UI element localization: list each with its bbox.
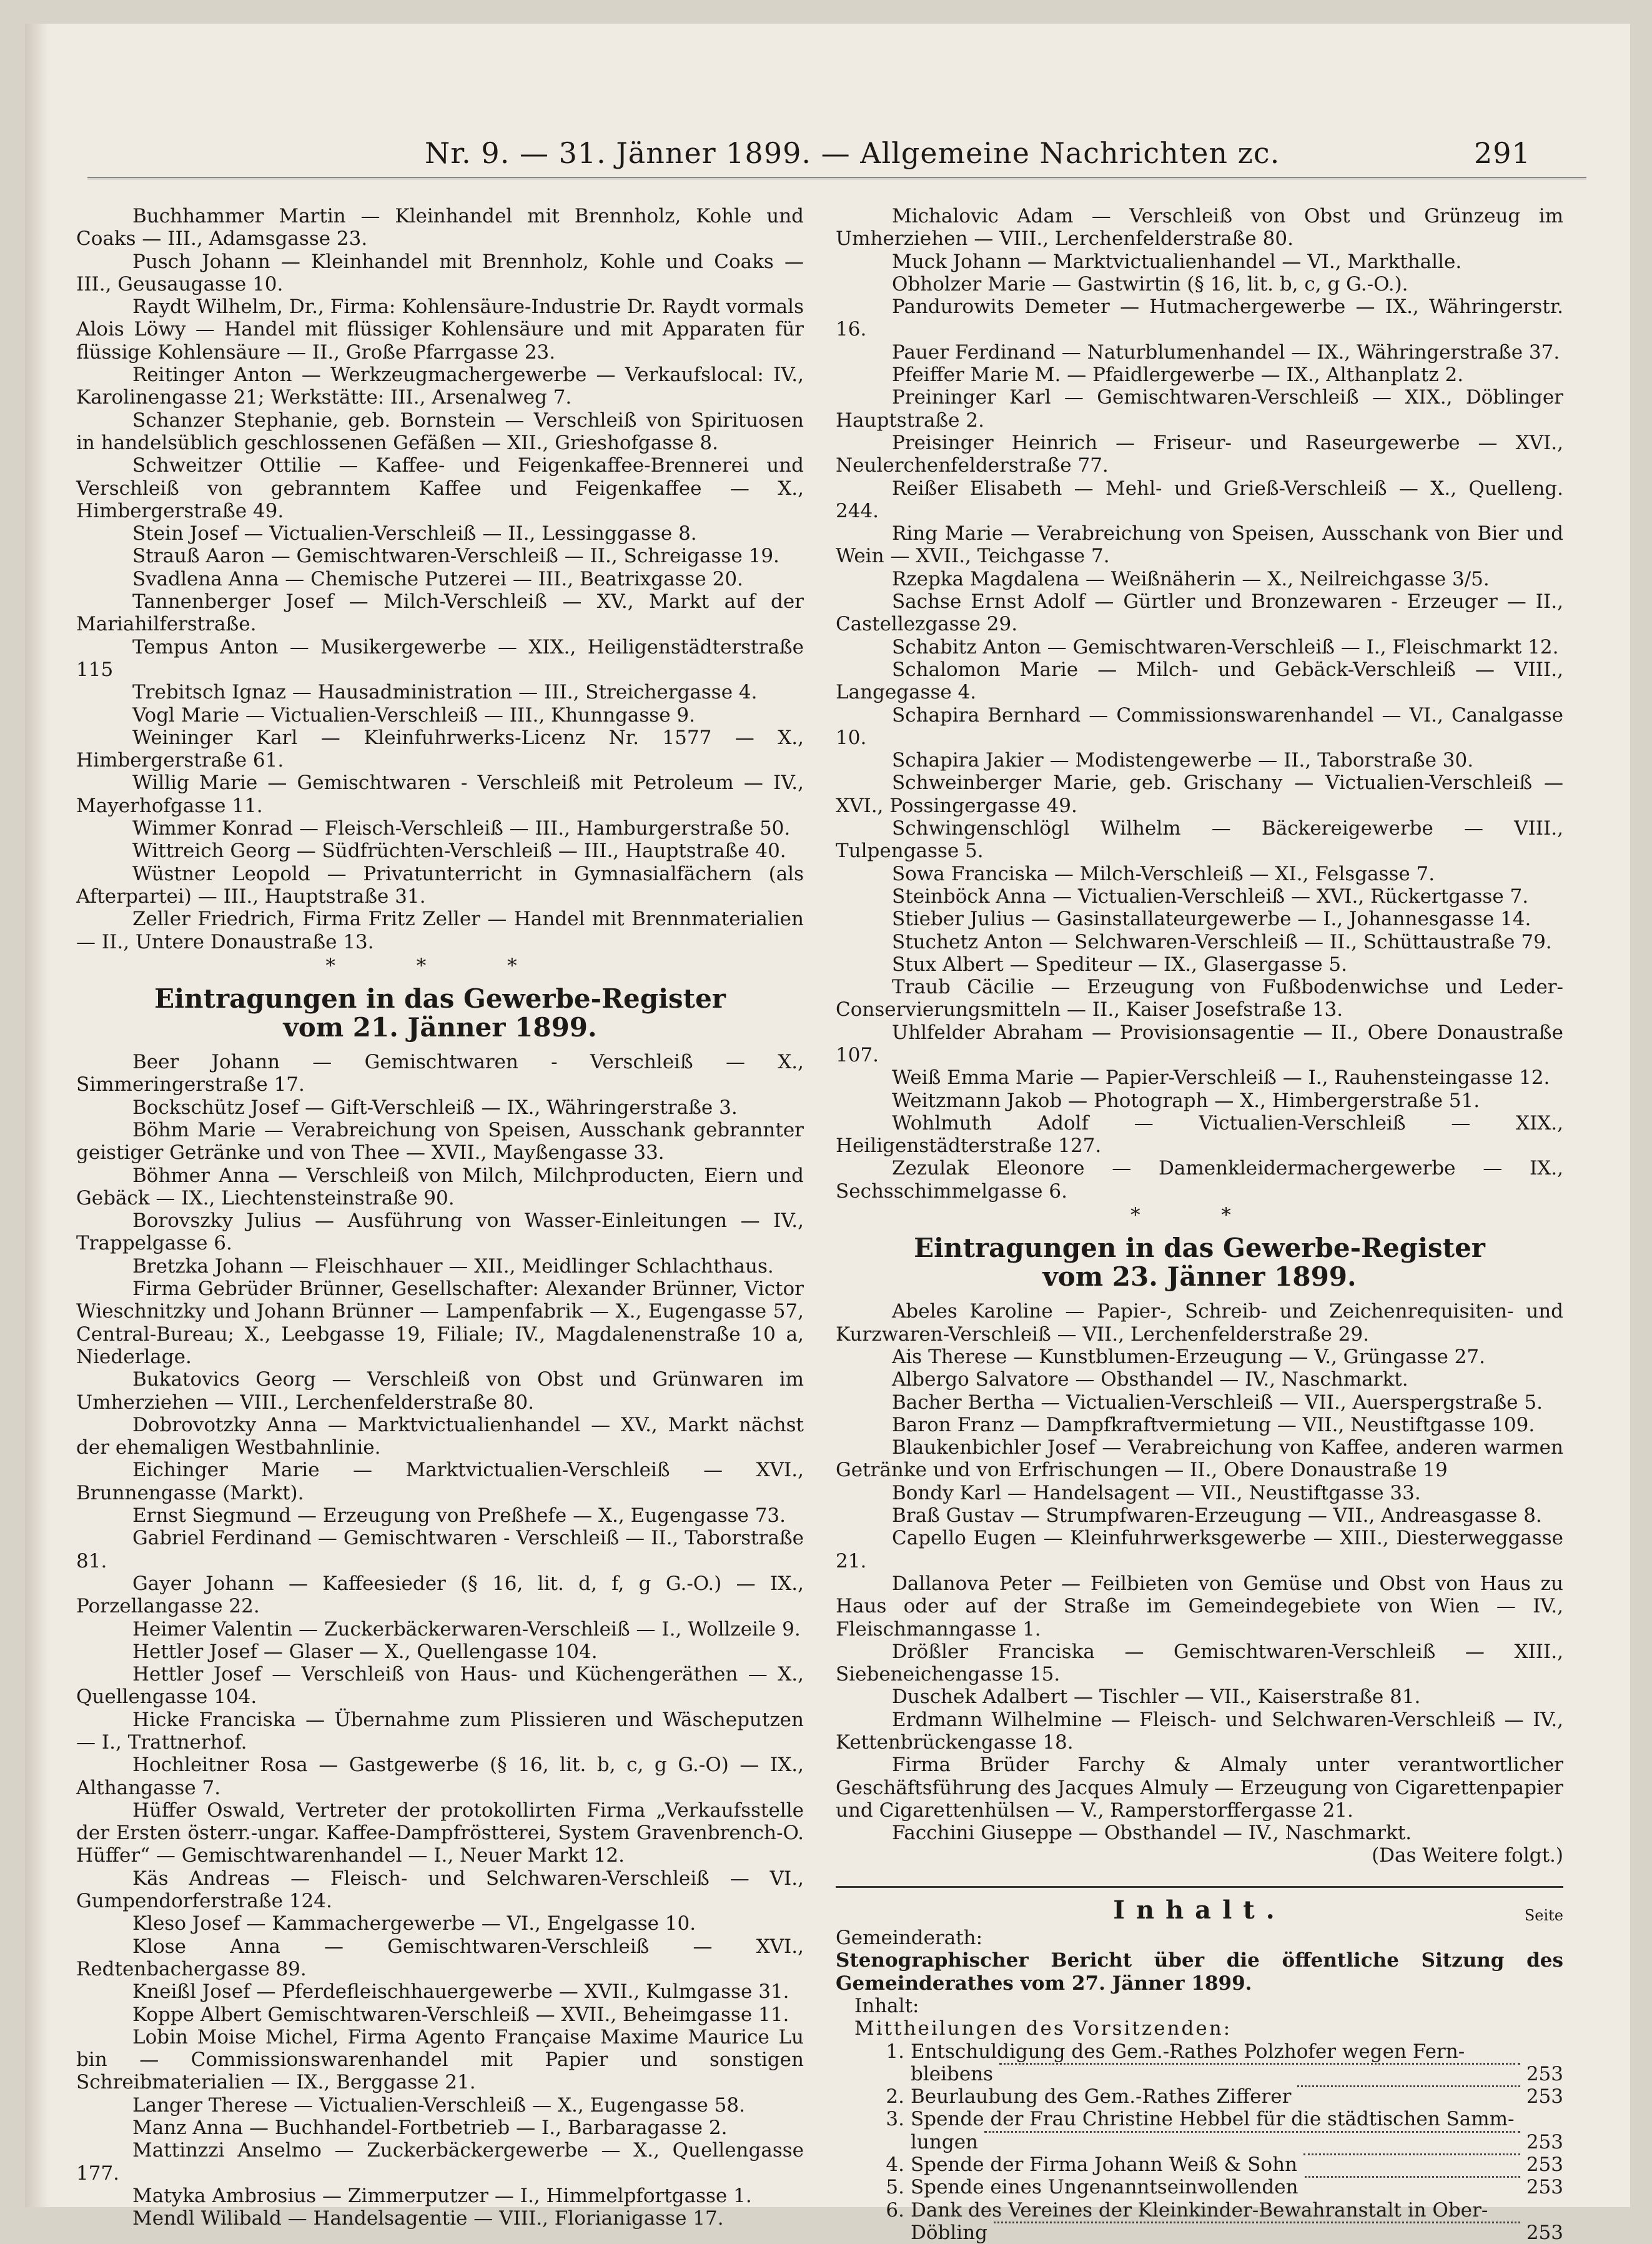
register-entry: Zeller Friedrich, Firma Fritz Zeller — Handel mit Brennmaterialien — II., Untere Donaustraße 13.	[76, 908, 804, 953]
toc-item-text: Döbling	[911, 2221, 988, 2244]
register-entry: Strauß Aaron — Gemischtwaren-Verschleiß — II., Schreigasse 19.	[132, 545, 779, 568]
toc-item	[836, 2040, 1563, 2063]
toc-item-text: Spende der Firma Johann Weiß & Sohn	[911, 2153, 1298, 2177]
register-entry: Bockschütz Josef — Gift-Verschleiß — IX., Währingerstraße 3.	[132, 1096, 738, 1119]
register-entry: Pusch Johann — Kleinhandel mit Brennholz, Kohle und Coaks — III., Geusaugasse 10.	[76, 250, 804, 295]
register-entry: Wohlmuth Adolf — Victualien-Verschleiß — XIX., Heiligenstädterstraße 127.	[836, 1111, 1563, 1158]
register-entry: Lobin Moise Michel, Firma Agento Française Maxime Maurice Lu bin — Commissionswarenhandel mit Papier und sonstigen Schreibmaterialien — IX., Berggasse 21.	[76, 2025, 804, 2094]
register-entry: Hüffer Oswald, Vertreter der protokollirten Firma „Verkaufsstelle der Ersten österr.-ungar. Kaffee-Dampfröstterei, System Gravenbrench-O. Hüffer“ — Gemischtwarenhandel — I., Neuer Markt 12.	[76, 1799, 804, 1867]
register-entry: Pfeiffer Marie M. — Pfaidlergewerbe — IX., Althanplatz 2.	[892, 364, 1464, 387]
header-rule	[87, 177, 1586, 179]
toc-seite-label: Seite	[1524, 1906, 1563, 1924]
running-header-title: Nr. 9. — 31. Jänner 1899. — Allgemeine Nachrichten zc.	[425, 136, 1280, 170]
register-entry: Schanzer Stephanie, geb. Bornstein — Verschleiß von Spirituosen in handelsüblich geschlossenen Gefäßen — XII., Grieshofgasse 8.	[76, 409, 804, 454]
toc-item-line	[836, 2222, 1563, 2244]
register-entry: Böhmer Anna — Verschleiß von Milch, Milchproducten, Eiern und Gebäck — IX., Liechtensteinstraße 90.	[76, 1164, 804, 1209]
register-entry: Reitinger Anton — Werkzeugmachergewerbe — Verkaufslocal: IV., Karolinengasse 21; Werkstätte: III., Arsenalweg 7.	[76, 364, 804, 409]
register-entry: Hettler Josef — Glaser — X., Quellengasse 104.	[132, 1640, 598, 1663]
section-title-line1: Eintragungen in das Gewerbe-Register	[914, 1233, 1485, 1264]
register-entry: Mattinzzi Anselmo — Zuckerbäckergewerbe — X., Quellengasse 177.	[76, 2139, 804, 2185]
left-entries-section	[76, 1051, 804, 2230]
section-title-line2: vom 23. Jänner 1899.	[1042, 1261, 1357, 1293]
toc-leader-dots	[1303, 2153, 1520, 2155]
register-entry: Wimmer Konrad — Fleisch-Verschleiß — III., Hamburgerstraße 50.	[132, 817, 791, 840]
register-entry: Drößler Franciska — Gemischtwaren-Verschleiß — XIII., Siebeneichengasse 15.	[836, 1640, 1563, 1686]
toc-item-page: 253	[1526, 2153, 1563, 2177]
register-entry: Zezulak Eleonore — Damenkleidermachergewerbe — IX., Sechsschimmelgasse 6.	[836, 1157, 1563, 1203]
register-entry: Schweitzer Ottilie — Kaffee- und Feigenkaffee-Brennerei und Verschleiß von gebranntem Kaffee und Feigenkaffee — X., Himbergerstraße 49.	[76, 454, 804, 522]
register-entry: Koppe Albert Gemischtwaren-Verschleiß — XVII., Beheimgasse 11.	[132, 2003, 789, 2026]
toc-item-page: 253	[1526, 2130, 1563, 2153]
register-entry: Michalovic Adam — Verschleiß von Obst und Grünzeug im Umherziehen — VIII., Lerchenfelderstraße 80.	[836, 205, 1563, 251]
register-entry: Tempus Anton — Musikergewerbe — XIX., Heiligenstädterstraße 115	[76, 635, 804, 681]
register-entry: Firma Gebrüder Brünner, Gesellschafter: Alexander Brünner, Victor Wieschnitzky und Johann Brünner — Lampenfabrik — X., Eugengasse 57, Central-Bureau; X., Leebgasse 19, Filiale; IV., Magdalenenstraße 10 a, Niederlage.	[76, 1278, 804, 1368]
register-entry: Ernst Siegmund — Erzeugung von Preßhefe — X., Eugengasse 73.	[132, 1504, 786, 1527]
register-entry: Albergo Salvatore — Obsthandel — IV., Naschmarkt.	[892, 1368, 1408, 1391]
register-entry: Beer Johann — Gemischtwaren - Verschleiß — X., Simmeringerstraße 17.	[76, 1051, 804, 1096]
toc-leader-dots	[1297, 2085, 1520, 2087]
register-entry: Tannenberger Josef — Milch-Verschleiß — XV., Markt auf der Mariahilferstraße.	[76, 590, 804, 636]
register-entry: Erdmann Wilhelmine — Fleisch- und Selchwaren-Verschleiß — IV., Kettenbrückengasse 18.	[836, 1708, 1563, 1754]
right-entries-top	[836, 205, 1563, 1203]
register-entry: Schapira Jakier — Modistengewerbe — II., Taborstraße 30.	[892, 749, 1474, 772]
toc-item-line	[836, 2085, 1563, 2108]
toc-item-page: 253	[1526, 2221, 1563, 2244]
toc-item-number: 2.	[886, 2085, 904, 2108]
register-entry: Hicke Franciska — Übernahme zum Plissieren und Wäscheputzen — I., Trattnerhof.	[76, 1708, 804, 1754]
register-entry: Willig Marie — Gemischtwaren - Verschleiß mit Petroleum — IV., Mayerhofgasse 11.	[76, 772, 804, 817]
register-entry: Klose Anna — Gemischtwaren-Verschleiß — XVI., Redtenbachergasse 89.	[76, 1935, 804, 1980]
toc-item	[836, 2108, 1563, 2130]
register-entry: Traub Cäcilie — Erzeugung von Fußbodenwichse und Leder-Conservierungsmitteln — II., Kaiser Josefstraße 13.	[836, 976, 1563, 1021]
register-entry: Schapira Bernhard — Commissionswarenhandel — VI., Canalgasse 10.	[836, 703, 1563, 749]
toc-item-text: Spende der Frau Christine Hebbel für die städtischen Samm-	[911, 2108, 1515, 2131]
register-entry: Manz Anna — Buchhandel-Fortbetrieb — I., Barbaragasse 2.	[132, 2117, 728, 2140]
toc-gemeinderath-label: Gemeinderath:	[836, 1927, 983, 1950]
toc-item-number: 4.	[886, 2153, 904, 2177]
register-entry: Wüstner Leopold — Privatunterricht in Gymnasialfächern (als Afterpartei) — III., Hauptstraße 31.	[76, 862, 804, 908]
register-entry: Langer Therese — Victualien-Verschleiß — X., Eugengasse 58.	[132, 2093, 745, 2117]
register-entry: Rzepka Magdalena — Weißnäherin — X., Neilreichgasse 3/5.	[892, 567, 1490, 590]
register-entry: Sowa Franciska — Milch-Verschleiß — XI., Felsgasse 7.	[892, 862, 1435, 885]
register-entry: Trebitsch Ignaz — Hausadministration — III., Streichergasse 4.	[132, 681, 758, 704]
toc-leader-dots	[984, 2131, 1520, 2133]
register-entry: Ring Marie — Verabreichung von Speisen, Ausschank von Bier und Wein — XVII., Teichgasse 7.	[836, 522, 1563, 568]
toc-item-number: 1.	[886, 2040, 904, 2063]
register-entry: Vogl Marie — Victualien-Verschleiß — III., Khunngasse 9.	[132, 703, 695, 727]
register-entry: Stuchetz Anton — Selchwaren-Verschleiß — II., Schüttaustraße 79.	[892, 930, 1552, 953]
register-entry: Muck Johann — Marktvictualienhandel — VI., Markthalle.	[892, 250, 1462, 273]
register-entry: Abeles Karoline — Papier-, Schreib- und Zeichenrequisiten- und Kurzwaren-Verschleiß — VII., Lerchenfelderstraße 29.	[836, 1300, 1563, 1346]
toc-report-title: Stenographischer Bericht über die öffentliche Sitzung des Gemeinderathes vom 27. Jänner 1899.	[836, 1949, 1563, 1995]
toc-rule	[836, 1886, 1563, 1888]
register-entry: Wittreich Georg — Südfrüchten-Verschleiß — III., Hauptstraße 40.	[132, 840, 786, 863]
register-entry: Uhlfelder Abraham — Provisionsagentie — II., Obere Donaustraße 107.	[836, 1021, 1563, 1066]
register-entry: Raydt Wilhelm, Dr., Firma: Kohlensäure-Industrie Dr. Raydt vormals Alois Löwy — Handel mit flüssiger Kohlensäure und mit Apparaten für flüssige Kohlensäure — II., Große Pfarrgasse 23.	[76, 295, 804, 364]
register-entry: Svadlena Anna — Chemische Putzerei — III., Beatrixgasse 20.	[132, 567, 743, 590]
toc-items	[836, 2040, 1563, 2244]
register-entry: Steinböck Anna — Victualien-Verschleiß — XVI., Rückertgasse 7.	[892, 885, 1529, 908]
register-entry: Weiß Emma Marie — Papier-Verschleiß — I., Rauhensteingasse 12.	[892, 1066, 1550, 1090]
register-entry: Schweinberger Marie, geb. Grischany — Victualien-Verschleiß — XVI., Possingergasse 49.	[836, 772, 1563, 817]
register-entry: Kleso Josef — Kammachergewerbe — VI., Engelgasse 10.	[132, 1912, 696, 1935]
register-entry: Schabitz Anton — Gemischtwaren-Verschleiß — I., Fleischmarkt 12.	[892, 635, 1559, 658]
continued-note: (Das Weitere folgt.)	[1372, 1844, 1563, 1867]
register-entry: Schwingenschlögl Wilhelm — Bäckereigewerbe — VIII., Tulpengasse 5.	[836, 817, 1563, 863]
register-entry: Weininger Karl — Kleinfuhrwerks-Licenz Nr. 1577 — X., Himbergerstraße 61.	[76, 726, 804, 772]
register-entry: Preininger Karl — Gemischtwaren-Verschleiß — XIX., Döblinger Hauptstraße 2.	[836, 386, 1563, 432]
toc-item-line	[836, 2176, 1563, 2198]
toc-mittheilungen-label: Mittheilungen des Vorsitzenden:	[854, 2017, 1232, 2040]
toc-item-line	[836, 2063, 1563, 2085]
toc-item-text: Spende eines Ungenanntseinwollenden	[911, 2176, 1298, 2199]
toc-item-text: Entschuldigung des Gem.-Rathes Polzhofer wegen Fern-	[911, 2040, 1465, 2063]
toc-item-line	[836, 2153, 1563, 2176]
toc-leader-dots	[999, 2063, 1520, 2065]
register-entry: Stieber Julius — Gasinstallateurgewerbe — I., Johannesgasse 14.	[892, 908, 1531, 931]
section-title-line1: Eintragungen in das Gewerbe-Register	[154, 983, 726, 1015]
register-entry: Dobrovotzky Anna — Marktvictualienhandel — XV., Markt nächst der ehemaligen Westbahnlinie.	[76, 1413, 804, 1459]
toc-item-number: 3.	[886, 2108, 904, 2131]
register-entry: Dallanova Peter — Feilbieten von Gemüse und Obst von Haus zu Haus oder auf der Straße im Gemeindegebiete von Wien — IV., Fleischmanngasse 1.	[836, 1572, 1563, 1641]
register-entry: Blaukenbichler Josef — Verabreichung von Kaffee, anderen warmen Getränke und von Erfrischungen — II., Obere Donaustraße 19	[836, 1436, 1563, 1482]
page-number: 291	[1474, 136, 1531, 170]
register-entry: Matyka Ambrosius — Zimmerputzer — I., Himmelpfortgasse 1.	[132, 2184, 752, 2207]
left-entries-top	[76, 205, 804, 953]
register-entry: Bacher Bertha — Victualien-Verschleiß — VII., Auerspergstraße 5.	[892, 1391, 1543, 1414]
register-entry: Reißer Elisabeth — Mehl- und Grieß-Verschleiß — X., Quelleng. 244.	[836, 477, 1563, 522]
register-entry: Braß Gustav — Strumpfwaren-Erzeugung — VII., Andreasgasse 8.	[892, 1504, 1542, 1527]
register-entry: Baron Franz — Dampfkraftvermietung — VII., Neustiftgasse 109.	[892, 1413, 1535, 1436]
section-title-23-jan	[836, 1234, 1563, 1291]
toc-item-text: Dank des Vereines der Kleinkinder-Bewahranstalt in Ober-	[911, 2198, 1488, 2222]
register-entry: Käs Andreas — Fleisch- und Selchwaren-Verschleiß — VI., Gumpendorferstraße 124.	[76, 1867, 804, 1913]
register-entry: Schalomon Marie — Milch- und Gebäck-Verschleiß — VIII., Langegasse 4.	[836, 658, 1563, 704]
register-entry: Pandurowits Demeter — Hutmachergewerbe — IX., Währingerstr. 16.	[836, 295, 1563, 341]
register-entry: Eichinger Marie — Marktvictualien-Verschleiß — XVI., Brunnengasse (Markt).	[76, 1459, 804, 1504]
register-entry: Stein Josef — Victualien-Verschleiß — II., Lessinggasse 8.	[132, 522, 697, 545]
toc-item-number: 6.	[886, 2198, 904, 2222]
register-entry: Gayer Johann — Kaffeesieder (§ 16, lit. d, f, g G.-O.) — IX., Porzellangasse 22.	[76, 1572, 804, 1618]
register-entry: Gabriel Ferdinand — Gemischtwaren - Verschleiß — II., Taborstraße 81.	[76, 1527, 804, 1572]
toc-item-page: 253	[1526, 2062, 1563, 2085]
register-entry: Ais Therese — Kunstblumen-Erzeugung — V., Grüngasse 27.	[892, 1345, 1485, 1368]
register-entry: Stux Albert — Spediteur — IX., Glasergasse 5.	[892, 953, 1347, 976]
register-entry: Weitzmann Jakob — Photograph — X., Himbergerstraße 51.	[892, 1089, 1480, 1112]
register-entry: Bukatovics Georg — Verschleiß von Obst und Grünwaren im Umherziehen — VIII., Lerchenfelderstraße 80.	[76, 1368, 804, 1414]
register-entry: Pauer Ferdinand — Naturblumenhandel — IX., Währingerstraße 37.	[892, 340, 1560, 364]
toc-item-text: lungen	[911, 2130, 979, 2153]
register-entry: Facchini Giuseppe — Obsthandel — IV., Naschmarkt.	[892, 1822, 1412, 1845]
register-entry: Hochleitner Rosa — Gastgewerbe (§ 16, lit. b, c, g G.-O) — IX., Althangasse 7.	[76, 1754, 804, 1799]
right-entries-section	[836, 1300, 1563, 1844]
left-column	[76, 205, 804, 2230]
toc-item	[836, 2199, 1563, 2222]
register-entry: Kneißl Josef — Pferdefleischhauergewerbe — XVII., Kulmgasse 31.	[132, 1980, 789, 2003]
toc-title-text: Inhalt.	[1113, 1895, 1286, 1925]
register-entry: Obholzer Marie — Gastwirtin (§ 16, lit. b, c, g G.-O.).	[892, 272, 1408, 295]
section-divider-stars: * *	[1130, 1204, 1269, 1227]
toc-item-page: 253	[1526, 2176, 1563, 2199]
right-column	[836, 205, 1563, 2244]
toc-inhalt-label: Inhalt:	[854, 1994, 919, 2017]
section-title-line2: vom 21. Jänner 1899.	[283, 1012, 597, 1043]
register-entry: Mendl Wilibald — Handelsagentie — VIII., Florianigasse 17.	[132, 2207, 724, 2230]
register-entry: Bretzka Johann — Fleischhauer — XII., Meidlinger Schlachthaus.	[132, 1254, 774, 1278]
toc-item-page: 253	[1526, 2085, 1563, 2108]
register-entry: Firma Brüder Farchy & Almaly unter verantwortlicher Geschäftsführung des Jacques Almuly — Erzeugung von Cigarettenpapier und Cigarettenhülsen — V., Ramperstorffergasse 21.	[836, 1754, 1563, 1822]
register-entry: Hettler Josef — Verschleiß von Haus- und Küchengeräthen — X., Quellengasse 104.	[76, 1663, 804, 1709]
toc-title	[836, 1895, 1563, 1925]
section-title-21-jan	[76, 985, 804, 1042]
newspaper-page	[25, 24, 1630, 2244]
toc-leader-dots	[1305, 2176, 1520, 2178]
register-entry: Buchhammer Martin — Kleinhandel mit Brennholz, Kohle und Coaks — III., Adamsgasse 23.	[76, 205, 804, 251]
section-divider-stars: * * *	[325, 954, 555, 977]
toc-item-text: bleibens	[911, 2062, 994, 2085]
toc-leader-dots	[994, 2222, 1520, 2223]
register-entry: Sachse Ernst Adolf — Gürtler und Bronzewaren - Erzeuger — II., Castellezgasse 29.	[836, 590, 1563, 636]
toc-item-number: 5.	[886, 2176, 904, 2199]
register-entry: Capello Eugen — Kleinfuhrwerksgewerbe — XIII., Diesterweggasse 21.	[836, 1527, 1563, 1572]
register-entry: Preisinger Heinrich — Friseur- und Raseurgewerbe — XVI., Neulerchenfelderstraße 77.	[836, 431, 1563, 477]
register-entry: Duschek Adalbert — Tischler — VII., Kaiserstraße 81.	[892, 1685, 1421, 1709]
register-entry: Borovszky Julius — Ausführung von Wasser-Einleitungen — IV., Trappelgasse 6.	[76, 1209, 804, 1255]
toc-item-text: Beurlaubung des Gem.-Rathes Zifferer	[911, 2085, 1292, 2108]
toc-item-line	[836, 2131, 1563, 2153]
register-entry: Heimer Valentin — Zuckerbäckerwaren-Verschleiß — I., Wollzeile 9.	[132, 1617, 801, 1641]
register-entry: Bondy Karl — Handelsagent — VII., Neustiftgasse 33.	[892, 1481, 1421, 1504]
register-entry: Böhm Marie — Verabreichung von Speisen, Ausschank gebrannter geistiger Getränke und von Thee — XVII., Mayßengasse 33.	[76, 1118, 804, 1164]
